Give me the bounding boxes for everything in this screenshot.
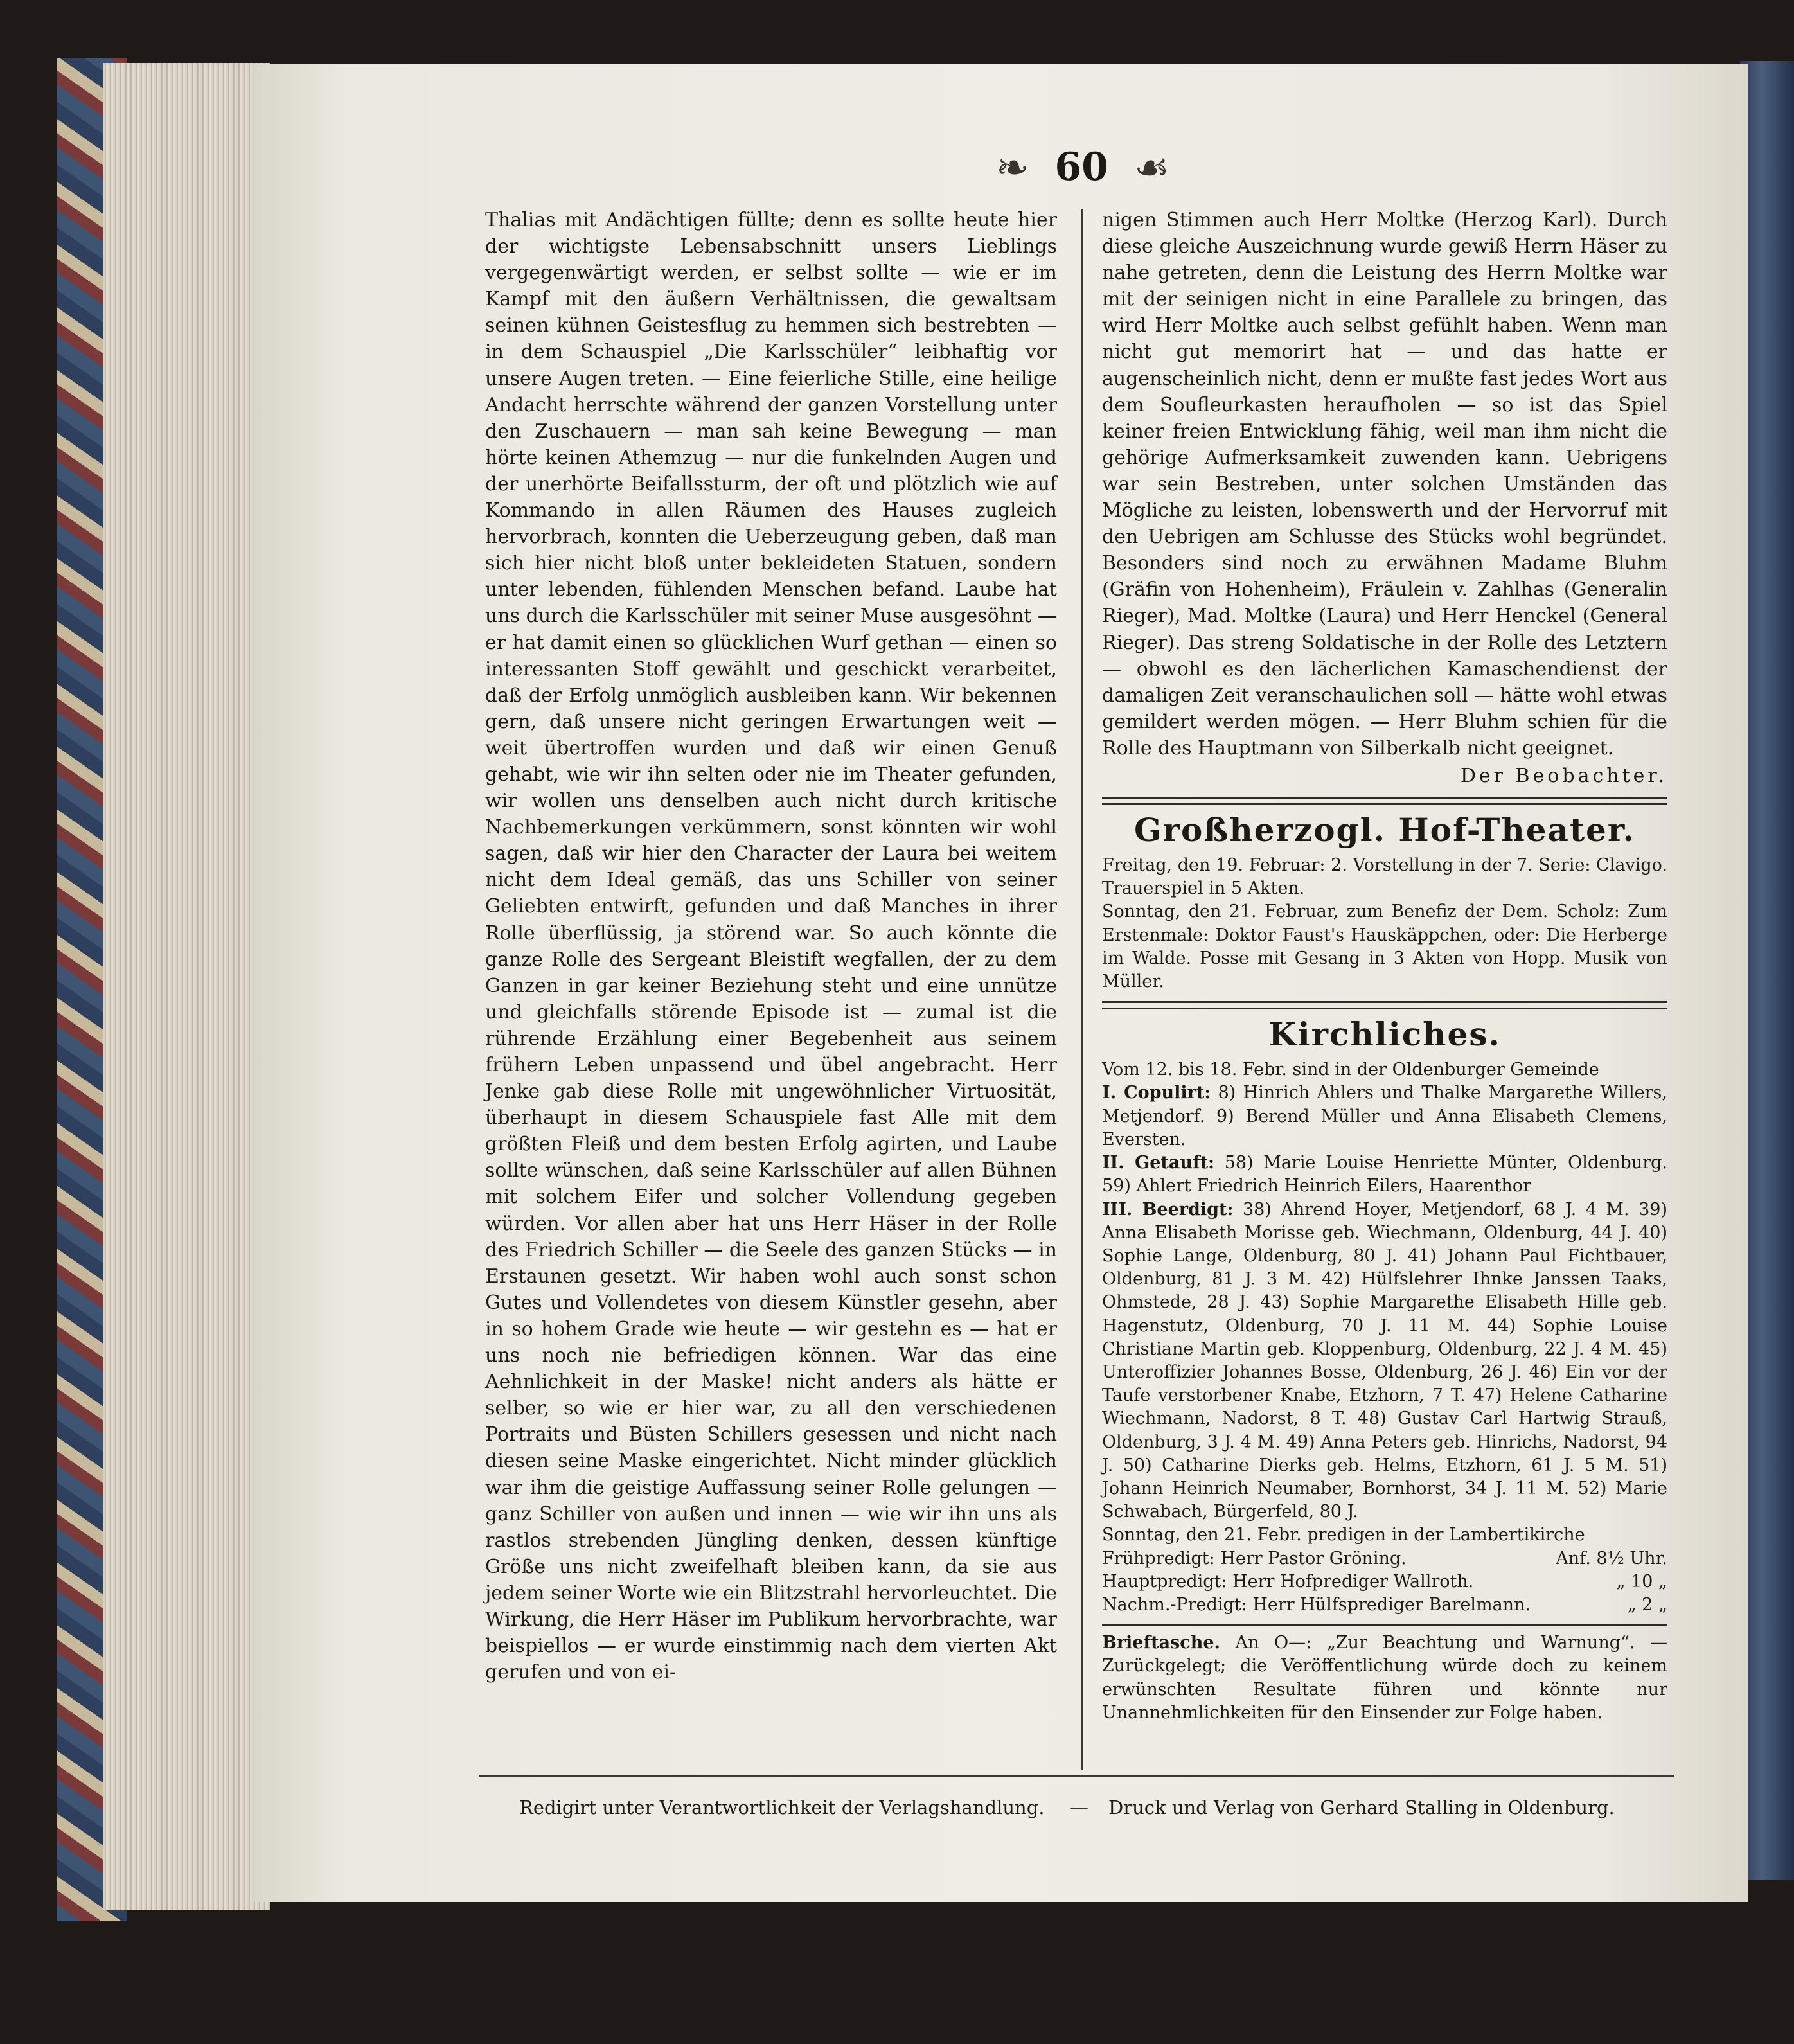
theater-entry: Sonntag, den 21. Februar, zum Benefiz der Dem. Scholz: Zum Erstenmale: Doktor Faust's Hauskäppchen, oder: Die Herberge im Walde. Posse mit Gesang in 3 Akten von Hopp. Musik von Müller. — [1102, 902, 1667, 992]
church-section — [1102, 1198, 1667, 1524]
church-section-text: 8) Hinrich Ahlers und Thalke Margarethe Willers, Metjendorf. 9) Berend Müller und Anna Elisabeth Clemens, Eversten. — [1102, 1083, 1667, 1150]
page-header — [938, 132, 1227, 202]
sermon-row: Hauptpredigt: Herr Hofprediger Wallroth. „ 10 „ — [1102, 1571, 1667, 1592]
section-divider — [1102, 1624, 1667, 1626]
review-text-left: Thalias mit Andächtigen füllte; denn es sollte heute hier der wichtigste Lebensabschnitt unsers Lieblings vergegenwärtigt werden, er selbst sollte — wie er im Kampf mit den äußern Verhältnissen, die gewaltsam seinen kühnen Geistesflug zu hemmen sich bestrebten — in dem Schauspiel „Die Karlsschüler“ leibhaftig vor unsere Augen treten. — Eine feierliche Stille, eine heilige Andacht herrschte während der ganzen Vorstellung unter den Zuschauern — man sah keine Bewegung — man hörte keinen Athemzug — nur die funkelnden Augen und der unerhörte Beifallssturm, der oft und plötzlich wie auf Kommando in allen Räumen des Hauses zugleich hervorbrach, konnten die Ueberzeugung geben, daß man sich hier nicht bloß unter bekleideten Statuen, sondern unter lebenden, fühlenden Menschen befand. Laube hat uns durch die Karlsschüler mit seiner Muse ausgesöhnt — er hat damit einen so glücklichen Wurf gethan — einen so interessanten Stoff gewählt und geschickt verarbeitet, daß der Erfolg unmöglich ausbleiben kann. Wir bekennen gern, daß unsere nicht geringen Erwartungen weit — weit übertroffen wurden und daß wir einen Genuß gehabt, wie wir ihn selten oder nie im Theater gefunden, wir wollen uns denselben auch nicht durch kritische Nachbemerkungen verkümmern, sonst könnten wir wohl sagen, daß wir hier den Character der Laura bei weitem nicht dem Ideal gemäß, das uns Schiller von seiner Geliebten entwirft, gefunden und daß Manches in ihrer Rolle überflüssig, ja störend war. So auch könnte die ganze Rolle des Sergeant Bleistift wegfallen, der zu dem Ganzen in gar keiner Beziehung steht und eine unnütze und gleichfalls störende Episode ist — zumal ist die rührende Erzählung einer Begebenheit aus seinem frühern Leben unpassend und übel angebracht. Herr Jenke gab diese Rolle mit ungewöhnlicher Virtuosität, überhaupt in diesem Schauspiele fast Alle mit dem größten Fleiß und dem besten Erfolg agirten, und Laube sollte wünschen, daß seine Karlsschüler auf allen Bühnen mit solchem Eifer und solcher Vollendung gegeben würden. Vor allen aber hat uns Herr Häser in der Rolle des Friedrich Schiller — die Seele des ganzen Stücks — in Erstaunen gesetzt. Wir haben wohl auch sonst schon Gutes und Vollendetes von diesem Künstler gesehn, aber in so hohem Grade wie heute — wir gestehn es — hat er uns noch nie befriedigen können. War das eine Aehnlichkeit in der Maske! nicht anders als hätte er selber, so wie er hier war, zu all den verschiedenen Portraits und Büsten Schillers gesessen und nicht nach diesen seine Maske eingerichtet. Nicht minder glücklich war ihm die geistige Auffassung seiner Rolle gelungen — ganz Schiller von außen und innen — wie wir ihn uns als rastlos strebenden Jüngling denken, dessen künftige Größe uns nicht zweifelhaft bleiben kann, da sie aus jedem seiner Worte wie ein Blitzstrahl hervorleuchtet. Die Wirkung, die Herr Häser im Publikum hervorbrachte, war beispiellos — er wurde einstimmig nach dem vierten Akt gerufen und von ei- — [485, 209, 1057, 1684]
church-section-heading: I. Copulirt: — [1102, 1083, 1211, 1103]
footer-dash: — — [1070, 1797, 1088, 1818]
footer-publisher: Druck und Verlag von Gerhard Stalling in Oldenburg. — [1108, 1797, 1615, 1818]
review-signature: Der Beobachter. — [1460, 764, 1667, 787]
footer-editor: Redigirt unter Verantwortlichkeit der Verlagshandlung. — [519, 1797, 1045, 1818]
section-divider — [1102, 797, 1667, 805]
sermon-row: Nachm.-Predigt: Herr Hülfsprediger Barelmann. „ 2 „ — [1102, 1594, 1667, 1615]
mailbox-text: An O—: „Zur Beachtung und Warnung“. — Zurückgelegt; die Veröffentlichung würde doch zu keinem erwünschten Resultate führen und könnte nur Unannehmlichkeiten für den Einsender zur Folge haben. — [1102, 1633, 1667, 1723]
church-section-text: 38) Ahrend Hoyer, Metjendorf, 68 J. 4 M. 39) Anna Elisabeth Morisse geb. Wiechmann, Oldenburg, 44 J. 40) Sophie Lange, Oldenburg, 80 J. 41) Johann Paul Fichtbauer, Oldenburg, 81 J. 3 M. 42) Hülfslehrer Ihnke Janssen Taaks, Ohmstede, 28 J. 43) Sophie Margarethe Elisabeth Hille geb. Hagenstutz, Oldenburg, 70 J. 11 M. 44) Sophie Louise Christiane Martin geb. Kloppenburg, Oldenburg, 22 J. 4 M. 45) Unteroffizier Johannes Bosse, Oldenburg, 26 J. 46) Ein vor der Taufe verstorbener Knabe, Etzhorn, 7 T. 47) Helene Catharine Wiechmann, Nadorst, 8 T. 48) Gustav Carl Hartwig Strauß, Oldenburg, 3 J. 4 M. 49) Anna Peters geb. Hinrichs, Nadorst, 94 J. 50) Catharine Dierks geb. Helms, Etzhorn, 61 J. 5 M. 51) Johann Heinrich Neumaber, Bornhorst, 34 J. 11 M. 52) Marie Schwabach, Bürgerfeld, 80 J. — [1102, 1199, 1667, 1522]
review-text-right: nigen Stimmen auch Herr Moltke (Herzog Karl). Durch diese gleiche Auszeichnung wurde gewiß Herrn Häser zu nahe getreten, denn die Leistung des Herrn Moltke war mit der seinigen nicht in eine Parallele zu bringen, das wird Herr Moltke auch selbst gefühlt haben. Wenn man nicht gut memorirt hat — und das hatte er augenscheinlich nicht, denn er mußte fast jedes Wort aus dem Soufleurkasten heraufholen — so ist das Spiel keiner freien Entwicklung fähig, weil man ihm nicht die gehörige Aufmerksamkeit zuwenden kann. Uebrigens war sein Bestreben, unter solchen Umständen das Mögliche zu leisten, lobenswerth und der Hervorruf mit den Uebrigen am Schlusse des Stücks wohl begründet. Besonders sind noch zu erwähnen Madame Bluhm (Gräfin von Hohenheim), Fräulein v. Zahlhas (Generalin Rieger), Mad. Moltke (Laura) und Herr Henckel (General Rieger). Das streng Soldatische in der Rolle des Letztern — obwohl es den lächerlichen Kamaschendienst der damaligen Zeit veranschaulichen soll — hätte wohl etwas gemildert werden mögen. — Herr Bluhm schien für die Rolle des Hauptmann von Silberkalb nicht geeignet. — [1102, 209, 1667, 760]
footer-rule — [479, 1775, 1674, 1777]
church-section — [1102, 1151, 1667, 1198]
theater-listing — [1102, 854, 1667, 993]
church-section — [1102, 1081, 1667, 1151]
right-ornament-icon: ☙ — [1133, 143, 1170, 191]
church-section-heading: II. Getauft: — [1102, 1153, 1215, 1173]
church-section-text: 58) Marie Louise Henriette Münter, Oldenburg. 59) Ahlert Friedrich Heinrich Eilers, Haarenthor — [1102, 1153, 1667, 1196]
left-ornament-icon: ❧ — [995, 143, 1029, 191]
church-notices — [1102, 1058, 1667, 1617]
stacked-page-edges — [103, 63, 270, 1910]
page-number: 60 — [1054, 145, 1108, 190]
theater-entry: Freitag, den 19. Februar: 2. Vorstellung in der 7. Serie: Clavigo. Trauerspiel in 5 Akten. — [1102, 855, 1667, 899]
church-title: Kirchliches. — [1268, 1015, 1501, 1054]
left-column — [485, 207, 1057, 1685]
theater-title: Großherzogl. Hof-Theater. — [1133, 811, 1636, 849]
sermon-intro: Sonntag, den 21. Febr. predigen in der Lambertikirche — [1102, 1525, 1585, 1545]
mailbox-notice — [1102, 1631, 1667, 1725]
church-section-heading: III. Beerdigt: — [1102, 1199, 1234, 1220]
section-divider — [1102, 1001, 1667, 1009]
column-divider — [1081, 209, 1083, 1770]
cover-right — [1740, 61, 1794, 1880]
church-intro: Vom 12. bis 18. Febr. sind in der Oldenburger Gemeinde — [1102, 1060, 1599, 1080]
mailbox-heading: Brieftasche. — [1102, 1633, 1220, 1653]
right-column — [1102, 207, 1667, 1725]
sermon-row: Frühpredigt: Herr Pastor Gröning. Anf. 8½ Uhr. — [1102, 1548, 1667, 1569]
